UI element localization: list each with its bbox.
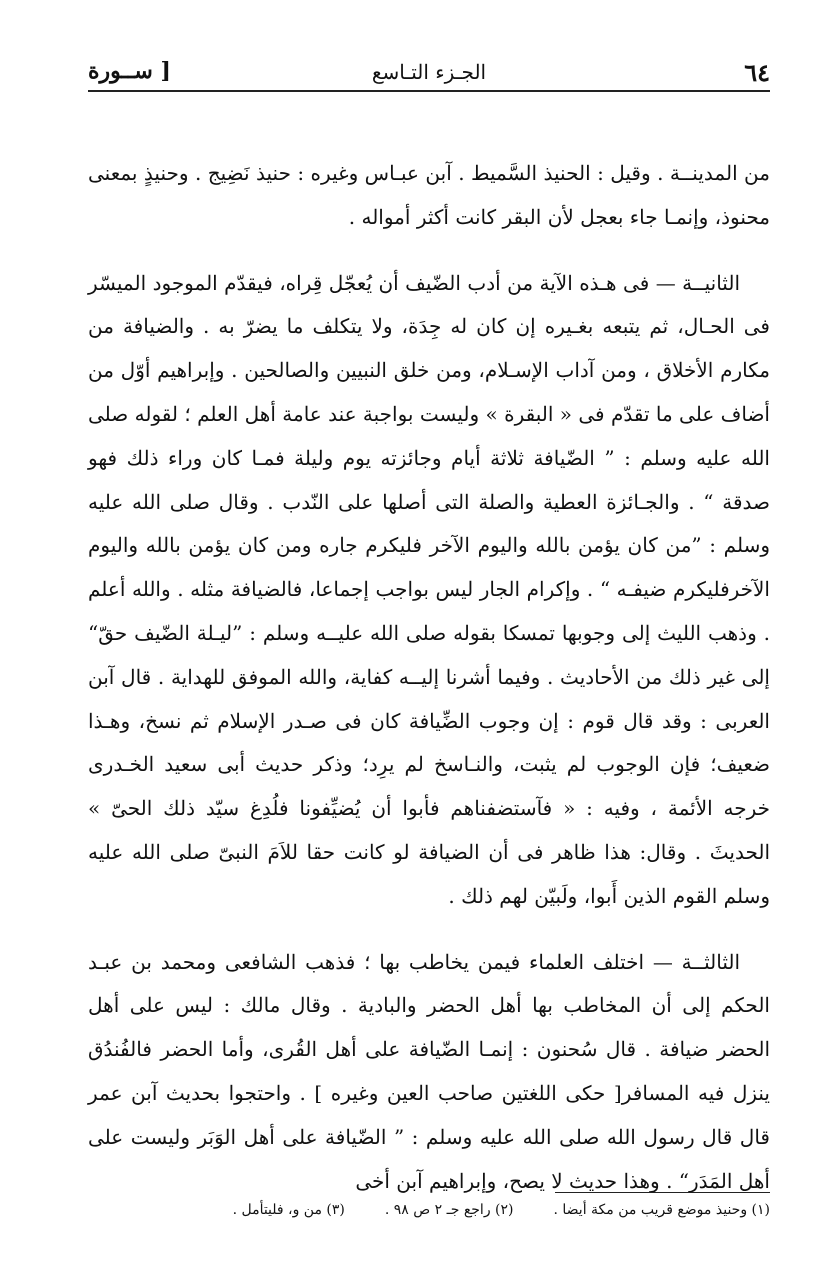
footnote-1: (١) وحنيذ موضع قريب من مكة أيضا . [553,1202,770,1218]
paragraph-continuation: من المدينــة . وقيل : الحنيذ السَّميط . آبن عبـاس وغيره : حنيذ نَضِيج . وحنيذٍ بمعنى محنوذ، وإنمـا جاء بعجل لأن البقر كانت أكثر أمواله . [88,161,770,229]
footnotes [88,1202,770,1218]
running-header [88,50,770,92]
footnote-2: (٢) راجع جـ ٢ ص ٩٨ . [384,1202,514,1218]
paragraph-second-issue: الثانيــة — فى هـذه الآية من أدب الضّيف أن يُعجّل قِراه، فيقدّم الموجود الميسّر فى الحـال، ثم يتبعه بغـيره إن كان له جِدَة، ولا يتكلف ما يضرّ به . والضيافة من مكارم الأخلاق ، ومن آداب الإسـلام، ومن خلق النبيين والصالحين . وإبراهيم أوّل من أضاف على ما تقدّم فى « البقرة » وليست بواجبة عند عامة أهل العلم ؛ لقوله صلى الله عليه وسلم : ” الضّيافة ثلاثة أيام وجائزته يوم وليلة فمـا كان وراء ذلك فهو صدقة “ . والجـائزة العطية والصلة التى أصلها على النّدب . وقال صلى الله عليه وسلم : ”من كان يؤمن بالله واليوم الآخر فليكرم جاره ومن كان يؤمن بالله واليوم الآخرفليكرم ضيفـه “ . وإكرام الجار ليس بواجب إجماعا، فالضيافة مثله . والله أعلم . وذهب الليث إلى وجوبها تمسكا بقوله صلى الله عليــه وسلم : ”ليـلة الضّيف حقّ“ إلى غير ذلك من الأحاديث . وفيما أشرنا إليــه كفاية، والله الموفق للهداية . قال آبن العربى : وقد قال قوم : إن وجوب الضِّيافة كان فى صـدر الإسلام ثم نسخ، وهـذا ضعيف؛ فإن الوجوب لم يثبت، والنـاسخ لم يرِد؛ وذكر حديث أبى سعيد الخـدرى خرجه الأئمة ، وفيه : « فآستضفناهم فأبوا أن يُضيِّفونا فلُدِغ سيّد ذلك الحىّ » الحديثَ . وقال: هذا ظاهر فى أن الضيافة لو كانت حقا للاَمَ النبىّ صلى الله عليه وسلم القوم الذين أَبوا، ولَبيّن لهم ذلك . [88,270,770,908]
book-page [88,50,770,1230]
footnote-divider [555,1192,770,1193]
paragraph-third-issue: الثالثــة — اختلف العلماء فيمن يخاطب بها ؛ فذهب الشافعى ومحمد بن عبـد الحكم إلى أن المخاطب بها أهل الحضر والبادية . وقال مالك : ليس على أهل الحضر ضيافة . قال سُحنون : إنمـا الضّيافة على أهل القُرى، وأما الحضر فالفُندُق ينزل فيه المسافر[ حكى اللغتين صاحب العين وغيره ] . واحتجوا بحديث آبن عمر قال قال رسول الله صلى الله عليه وسلم : ” الضّيافة على أهل الوَبَر وليست على أهل المَدَر“ . وهذا حديث لا يصح، وإبراهيم آبن أخى [88,949,771,1193]
body-text [88,152,770,1203]
surah-label: [ ســورة [88,58,171,84]
page-number: ٦٤ [744,58,770,87]
footnote-3: (٣) من و، فليتأمل . [232,1202,345,1218]
part-title: الجـزء التـاسع [371,60,487,84]
